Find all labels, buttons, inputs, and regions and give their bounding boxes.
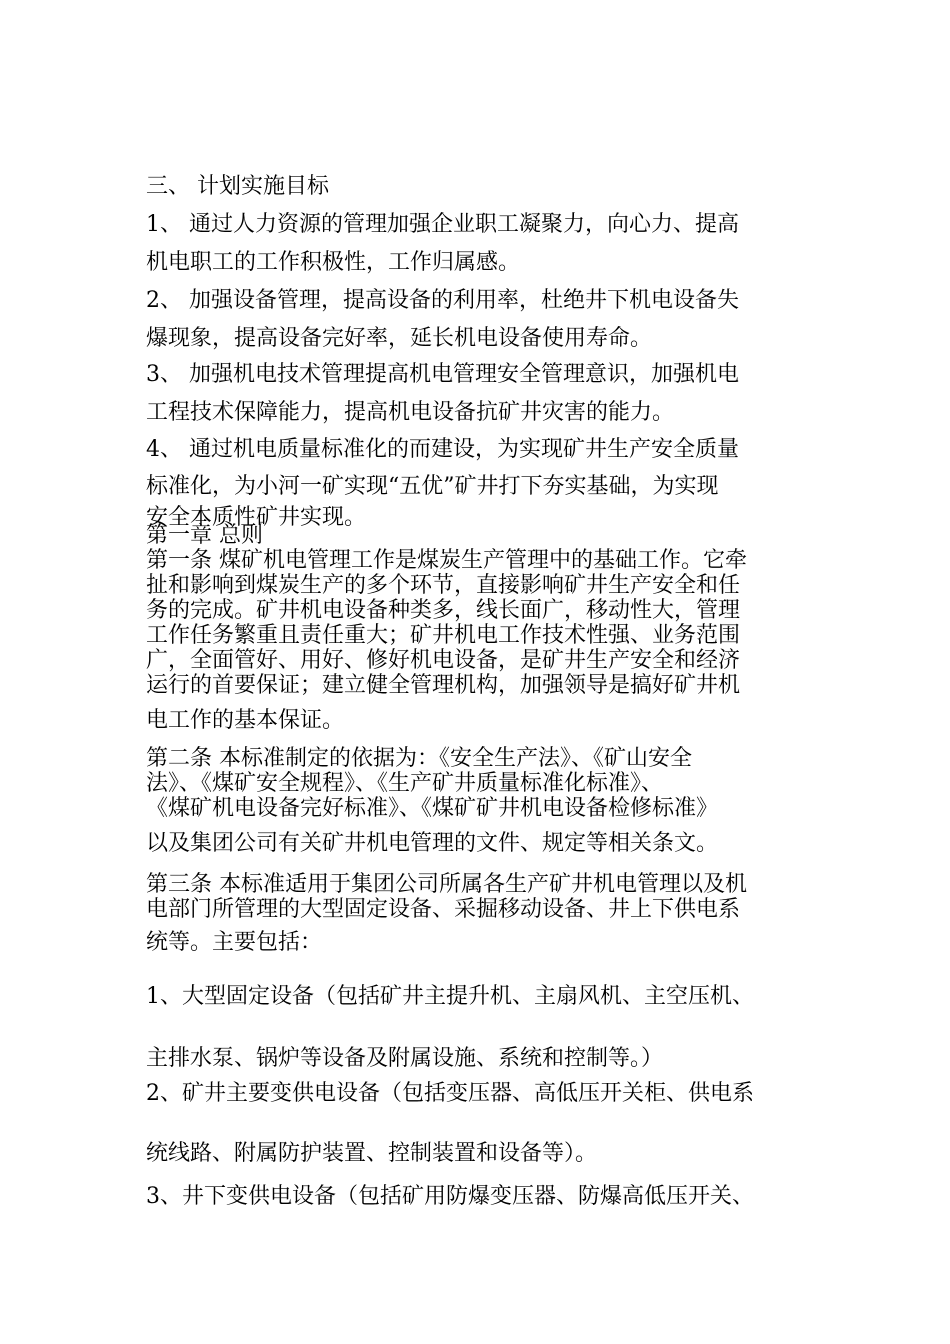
article-1-end xyxy=(146,704,816,738)
section-heading xyxy=(146,170,816,204)
text-line: 3、 加强机电技术管理提高机电管理安全管理意识，加强机电 xyxy=(146,362,739,387)
text-line: 工程技术保障能力，提高机电设备抗矿井灾害的能力。 xyxy=(146,400,675,425)
goal-3 xyxy=(146,356,816,432)
text-line: 《煤矿机电设备完好标准》、《煤矿矿井机电设备检修标准》 xyxy=(146,796,719,821)
text-line: 3、井下变供电设备（包括矿用防爆变压器、防爆高低压开关、 xyxy=(146,1184,754,1209)
list-item-3 xyxy=(146,1178,816,1216)
text-line: 第三条 本标准适用于集团公司所属各生产矿井机电管理以及机 xyxy=(146,872,747,897)
text-line: 2、矿井主要变供电设备（包括变压器、高低压开关柜、供电系 xyxy=(146,1081,754,1106)
text-line: 法》、《煤矿安全规程》、《生产矿井质量标准化标准》、 xyxy=(146,771,664,796)
text-line: 电工作的基本保证。 xyxy=(146,708,345,733)
text-line: 安全本质性矿井实现。 xyxy=(146,505,367,530)
article-3 xyxy=(146,872,816,922)
text-line: 第二条 本标准制定的依据为：《安全生产法》、《矿山安全 xyxy=(146,746,692,771)
article-2-end xyxy=(146,827,816,861)
chapter-title xyxy=(146,523,816,548)
text-line: 统线路、附属防护装置、控制装置和设备等）。 xyxy=(146,1141,598,1166)
article-2 xyxy=(146,746,816,821)
text-line: 务的完成。矿井机电设备种类多，线长面广，移动性大，管理 xyxy=(146,598,741,623)
article-1 xyxy=(146,548,816,698)
text-line: 电部门所管理的大型固定设备、采掘移动设备、井上下供电系 xyxy=(146,897,741,922)
goal-1 xyxy=(146,206,816,282)
text-line: 主排水泵、锅炉等设备及附属设施、系统和控制等。） xyxy=(146,1046,664,1071)
text-line: 广，全面管好、用好、修好机电设备，是矿井生产安全和经济 xyxy=(146,648,741,673)
text-line: 扯和影响到煤炭生产的多个环节，直接影响矿井生产安全和任 xyxy=(146,573,741,598)
text-line: 统等。主要包括： xyxy=(146,930,323,955)
text-line: 1、 通过人力资源的管理加强企业职工凝聚力，向心力、提高 xyxy=(146,212,739,237)
text-line: 第一章 总则 xyxy=(146,523,263,548)
text-line: 第一条 煤矿机电管理工作是煤炭生产管理中的基础工作。它牵 xyxy=(146,548,747,573)
text-line: 工作任务繁重且责任重大；矿井机电工作技术性强、业务范围 xyxy=(146,623,741,648)
text-line: 以及集团公司有关矿井机电管理的文件、规定等相关条文。 xyxy=(146,831,719,856)
text-line: 1、大型固定设备（包括矿井主提升机、主扇风机、主空压机、 xyxy=(146,984,754,1009)
article-3-end xyxy=(146,926,816,960)
list-item-1 xyxy=(146,978,816,1078)
text-line: 标准化，为小河一矿实现“五优”矿井打下夯实基础，为实现 xyxy=(146,474,719,499)
text-line: 爆现象，提高设备完好率，延长机电设备使用寿命。 xyxy=(146,326,653,351)
text-line: 4、 通过机电质量标准化的而建设，为实现矿井生产安全质量 xyxy=(146,437,739,462)
text-line: 2、 加强设备管理，提高设备的利用率，杜绝井下机电设备失 xyxy=(146,288,739,313)
text-line: 运行的首要保证；建立健全管理机构，加强领导是搞好矿井机 xyxy=(146,673,741,698)
text-line: 三、 计划实施目标 xyxy=(146,174,329,199)
goal-2 xyxy=(146,282,816,358)
goal-4 xyxy=(146,431,816,531)
list-item-2 xyxy=(146,1075,816,1173)
text-line: 机电职工的工作积极性，工作归属感。 xyxy=(146,250,521,275)
